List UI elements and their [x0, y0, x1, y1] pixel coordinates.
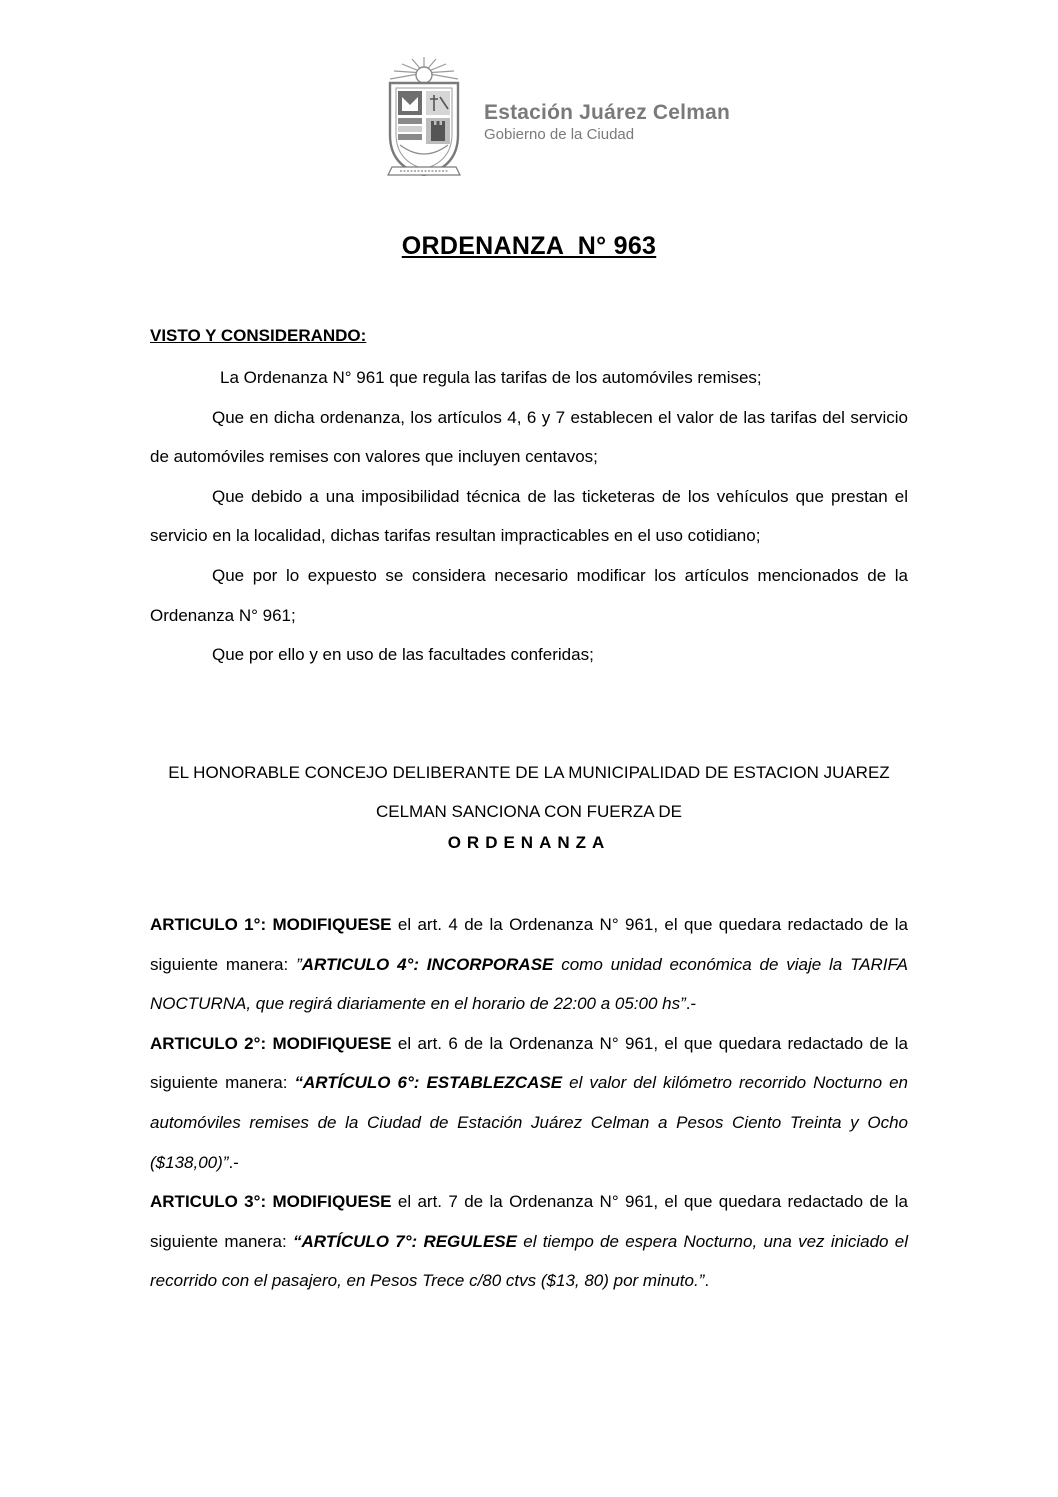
organization-name: Estación Juárez Celman — [484, 101, 730, 124]
sanction-line: CELMAN SANCIONA CON FUERZA DE — [375, 802, 683, 821]
quote-mark: ” — [296, 954, 302, 974]
article-end: . — [704, 1271, 710, 1291]
considerando-paragraph: Que por ello y en uso de las facultades conferidas; — [212, 645, 594, 665]
quoted-article-text: el tiempo de espera Nocturno, una vez iniciado el recorrido con el pasajero, en Pesos Trece c/80 ctvs ($13, 80) por minuto.” — [150, 1231, 908, 1291]
article-verb: MODIFIQUESE — [272, 1033, 392, 1053]
quoted-article-text: como unidad económica de viaje la TARIFA NOCTURNA, que regirá diariamente en el horario de 22:00 a 05:00 hs” — [150, 954, 908, 1014]
articles-section — [150, 905, 908, 1301]
quoted-article-text: el valor del kilómetro recorrido Nocturno en automóviles remises de la Ciudad de Estación Juárez Celman a Pesos Ciento Treinta y Ocho ($138,00)” — [150, 1073, 908, 1172]
article-verb: MODIFIQUESE — [272, 915, 392, 934]
article-label: ARTICULO 1°: — [150, 915, 267, 934]
letterhead-text — [484, 101, 730, 145]
quoted-article-label: ARTICULO 4°: INCORPORASE — [301, 954, 554, 974]
considerandos-section — [150, 358, 908, 675]
document-title: ORDENANZA N° 963 — [401, 232, 657, 260]
article-end: .- — [228, 1152, 239, 1172]
article-label: ARTICULO 3°: — [150, 1192, 267, 1212]
sanction-formula — [120, 753, 938, 831]
article-paragraph — [150, 1182, 908, 1301]
article-paragraph — [150, 905, 908, 1024]
quoted-article-label: ARTÍCULO 6°: ESTABLEZCASE — [302, 1073, 563, 1093]
article-intro: el art. 6 de la Ordenanza N° 961, el que quedara redactado de la siguiente manera: — [150, 1033, 908, 1093]
considerando-paragraph: La Ordenanza N° 961 que regula las tarifas de los automóviles remises; — [220, 368, 762, 387]
letterhead — [378, 55, 738, 185]
visto-heading: VISTO Y CONSIDERANDO: — [150, 326, 367, 345]
quote-mark: “ — [292, 1231, 302, 1251]
quoted-article-label: ARTÍCULO 7°: REGULESE — [301, 1231, 517, 1251]
article-intro: el art. 4 de la Ordenanza N° 961, el que quedara redactado de la siguiente manera: — [150, 915, 908, 974]
considerando-paragraph: Que debido a una imposibilidad técnica de las ticketeras de los vehículos que prestan el servicio en la localidad, dichas tarifas resultan impracticables en el uso cotidiano; — [150, 486, 908, 546]
article-end: .- — [685, 994, 697, 1014]
quote-mark: “ — [294, 1073, 303, 1093]
article-label: ARTICULO 2°: — [150, 1033, 267, 1053]
article-paragraph — [150, 1024, 908, 1182]
article-intro: el art. 7 de la Ordenanza N° 961, el que quedara redactado de la siguiente manera: — [150, 1192, 908, 1251]
organization-subtitle: Gobierno de la Ciudad — [484, 126, 635, 143]
article-verb: MODIFIQUESE — [272, 1192, 392, 1212]
considerando-paragraph: Que en dicha ordenanza, los artículos 4, 6 y 7 establecen el valor de las tarifas del servicio de automóviles remises con valores que incluyen centavos; — [150, 407, 908, 467]
municipal-crest-icon — [378, 55, 470, 183]
ordenanza-heading: ORDENANZA — [447, 833, 611, 852]
sanction-line: EL HONORABLE CONCEJO DELIBERANTE DE LA MUNICIPALIDAD DE ESTACION JUAREZ — [168, 763, 890, 782]
considerando-paragraph: Que por lo expuesto se considera necesario modificar los artículos mencionados de la Ordenanza N° 961; — [150, 565, 908, 625]
